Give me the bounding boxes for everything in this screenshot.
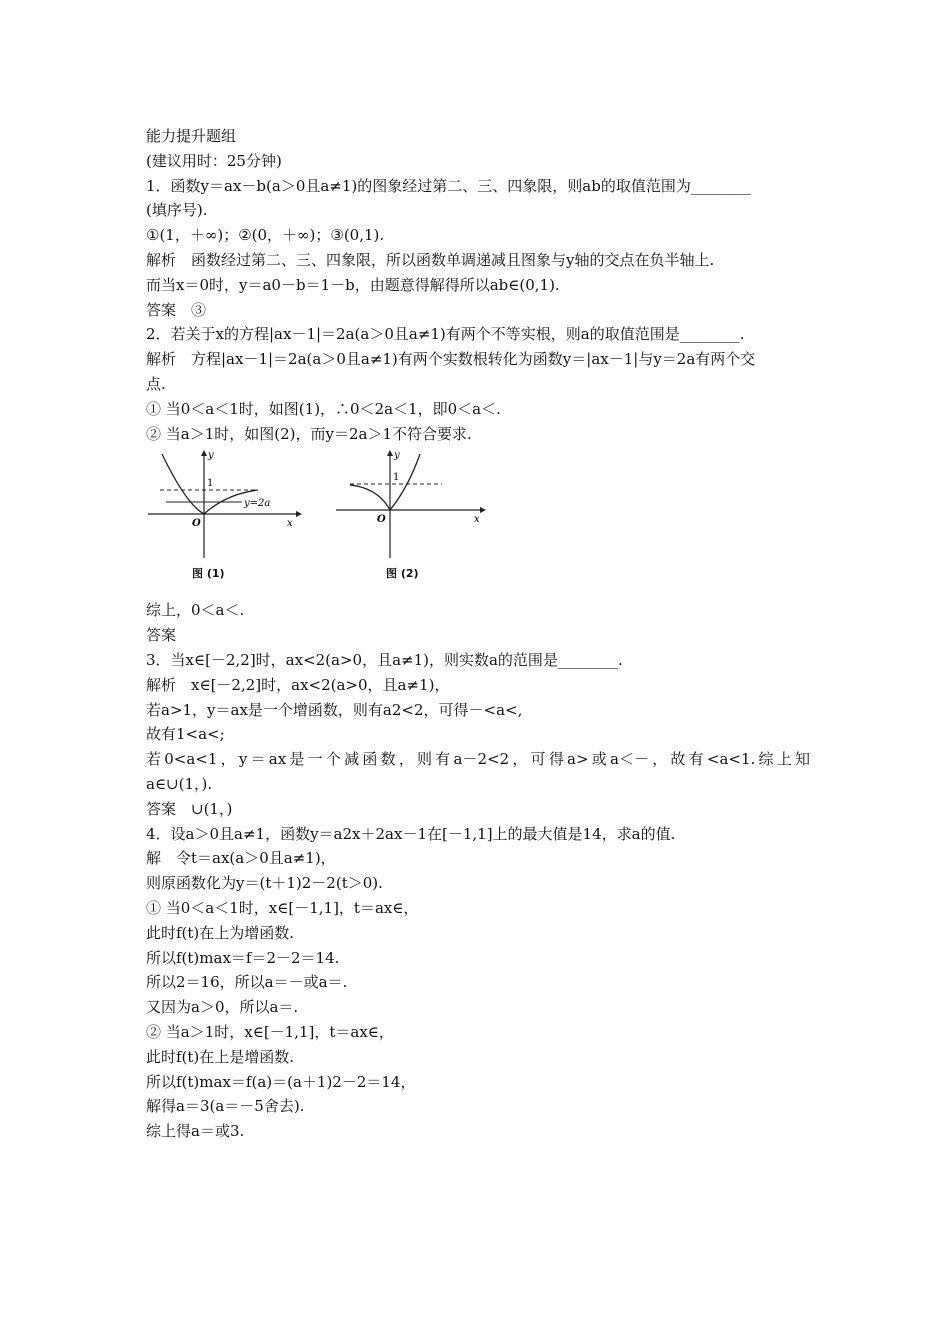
q2-stem: 2．若关于x的方程|ax－1|＝2a(a＞0且a≠1)有两个不等实根，则a的取值范围是________. (146, 325, 745, 344)
figures-row (146, 448, 810, 594)
figure-1-origin: O (192, 518, 201, 530)
q3-stem: 3．当x∈[－2,2]时，ax<2(a>0，且a≠1)，则实数a的范围是________. (146, 650, 623, 669)
figure-1-caption: 图 (1) (192, 567, 225, 581)
q3-case-1: 若a>1，y＝ax是一个增函数，则有a2<2，可得－<a<, (146, 700, 523, 719)
q4-solution-11: 解得a＝3(a＝－5舍去). (146, 1097, 305, 1116)
q2-case-1: ① 当0＜a＜1时，如图(1)，∴0＜2a＜1，即0＜a＜. (146, 399, 501, 418)
figure-1-line-label: y=2a (244, 498, 271, 510)
figure-2-x-label: x (474, 514, 480, 526)
figure-1-one: 1 (207, 478, 214, 490)
q3-conclusion: a∈∪(1，). (146, 774, 213, 793)
figure-1-graph (146, 448, 306, 560)
q2-answer: 答案 (146, 626, 177, 645)
q3-case-2: 若0<a<1，y＝ax是一个减函数，则有a－2<2，可得a>或a＜－，故有<a<1.综上知 (146, 750, 810, 769)
q4-solution-8: ② 当a＞1时，x∈[－1,1]，t＝ax∈， (146, 1022, 394, 1041)
time-hint: (建议用时：25分钟) (146, 151, 282, 170)
figure-2-caption: 图 (2) (386, 567, 419, 581)
document-page (146, 124, 810, 1144)
q3-analysis: 解析 x∈[－2,2]时，ax<2(a>0，且a≠1)， (146, 675, 450, 694)
q2-analysis-cont: 点. (146, 374, 166, 393)
q4-solution-4: 此时f(t)在上为增函数. (146, 923, 295, 942)
q1-analysis: 解析 函数经过第二、三、四象限，所以函数单调递减且图象与y轴的交点在负半轴上. (146, 250, 715, 269)
figure-2-origin: O (377, 514, 386, 526)
q2-analysis: 解析 方程|ax－1|＝2a(a＞0且a≠1)有两个实数根转化为函数y＝|ax－1|与y＝2a有两个交 (146, 350, 756, 369)
figure-1 (146, 448, 306, 581)
figure-2-one: 1 (393, 472, 400, 484)
q1-stem: 1．函数y＝ax－b(a＞0且a≠1)的图象经过第二、三、四象限，则ab的取值范围为________ (146, 176, 751, 195)
q4-solution-10: 所以f(t)max＝f(a)＝(a＋1)2－2＝14， (146, 1072, 416, 1091)
section-heading: 能力提升题组 (146, 127, 237, 145)
figure-2-curve (350, 454, 420, 510)
q1-options: ①(1，＋∞)；②(0，＋∞)；③(0,1). (146, 226, 385, 245)
q3-case-1-result: 故有1<a<; (146, 725, 225, 744)
q4-solution-2: 则原函数化为y＝(t＋1)2－2(t＞0). (146, 874, 383, 893)
q4-solution-3: ① 当0＜a＜1时，x∈[－1,1]，t＝ax∈， (146, 898, 419, 917)
q4-solution-6: 所以2＝16，所以a＝－或a＝. (146, 973, 348, 992)
figure-2-y-label: y (394, 450, 400, 462)
q4-solution-9: 此时f(t)在上是增函数. (146, 1047, 295, 1066)
figure-1-y-label: y (208, 450, 214, 462)
q1-answer: 答案 ③ (146, 300, 207, 319)
q1-stem-cont: (填序号). (146, 201, 208, 220)
q3-answer: 答案 ∪(1，) (146, 799, 233, 818)
q2-summary: 综上，0＜a＜. (146, 601, 245, 620)
figure-2-graph (334, 448, 494, 560)
q4-conclusion: 综上得a＝或3. (146, 1122, 245, 1141)
q4-stem: 4．设a＞0且a≠1，函数y＝a2x＋2ax－1在[－1,1]上的最大值是14，求a的值. (146, 824, 676, 843)
q4-solution-5: 所以f(t)max＝f＝2－2＝14. (146, 948, 340, 967)
q4-solution-1: 解 令t＝ax(a＞0且a≠1)， (146, 849, 336, 868)
q2-case-2: ② 当a＞1时，如图(2)，而y＝2a＞1不符合要求. (146, 424, 472, 443)
q4-solution-7: 又因为a＞0，所以a＝. (146, 998, 299, 1017)
figure-1-x-label: x (287, 518, 293, 530)
figure-2 (334, 448, 494, 581)
q1-analysis-cont: 而当x＝0时，y＝a0－b＝1－b，由题意得解得所以ab∈(0,1). (146, 275, 560, 294)
